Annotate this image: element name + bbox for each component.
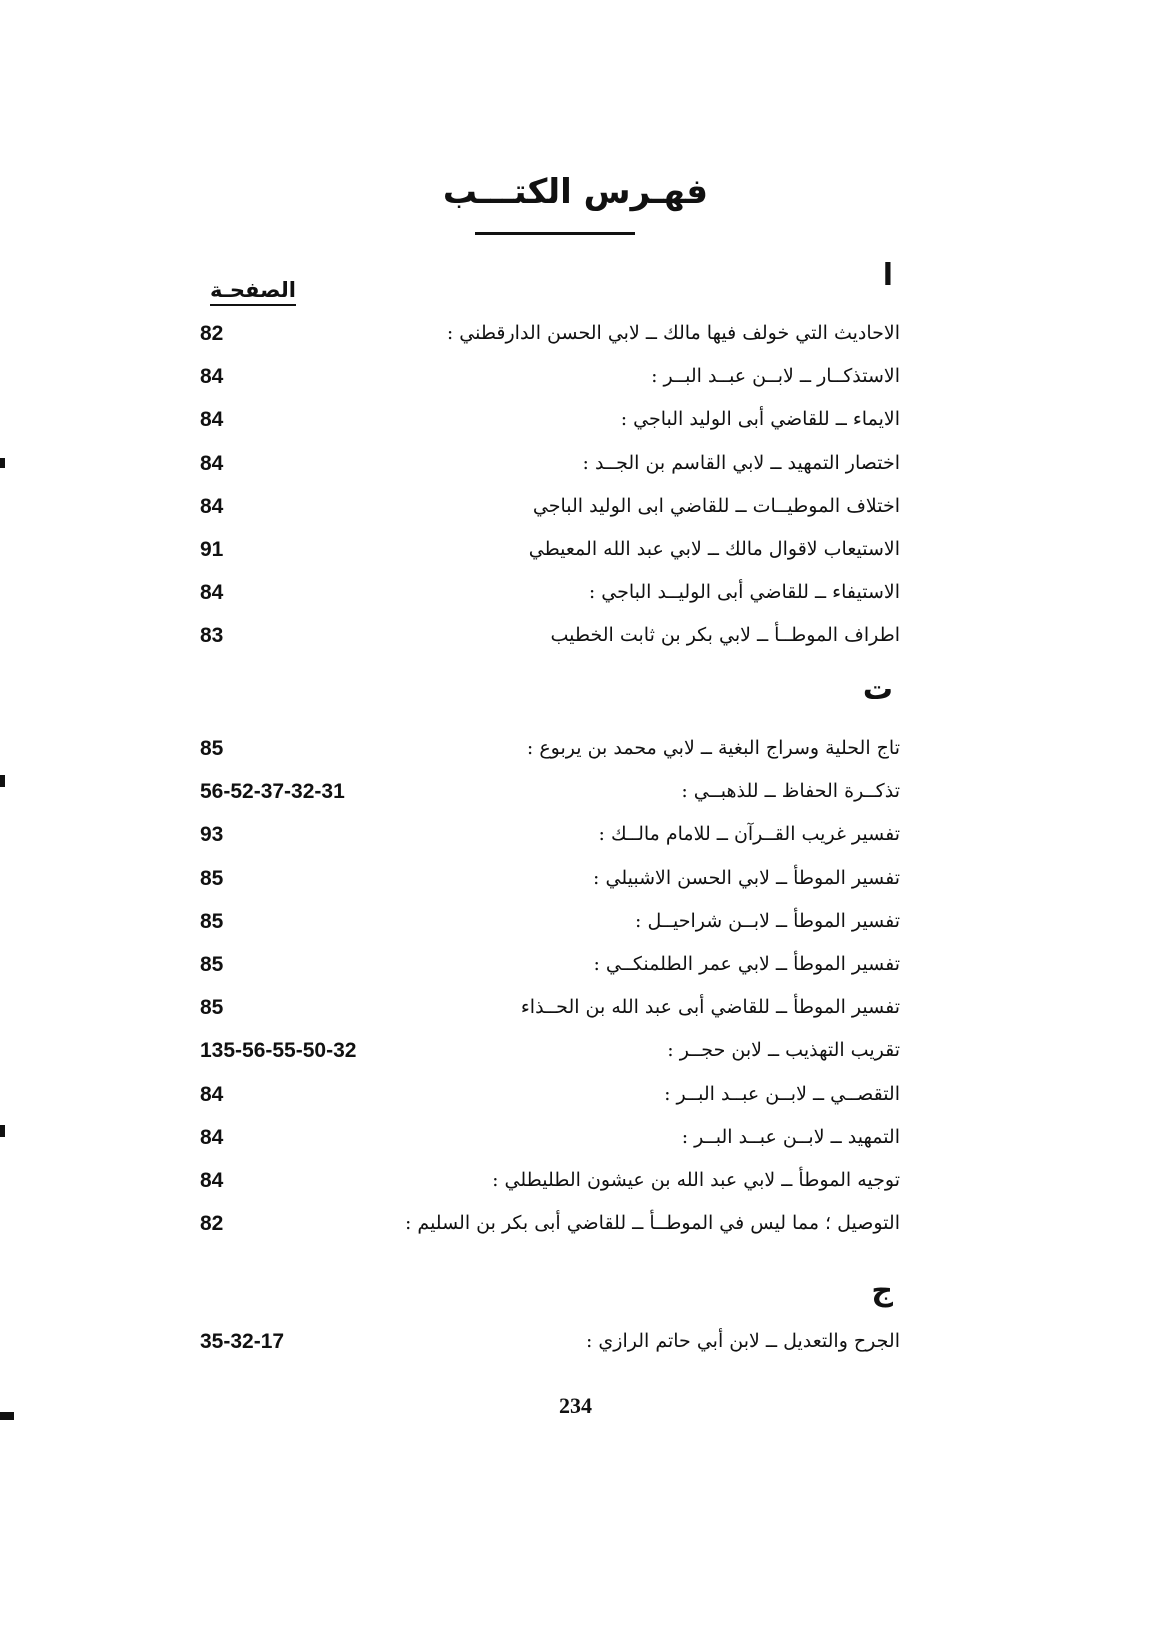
index-entry bbox=[200, 910, 900, 950]
entry-page-numbers: 85 bbox=[200, 996, 224, 1019]
index-entry bbox=[200, 1212, 900, 1252]
entry-page-numbers: 84 bbox=[200, 495, 224, 518]
page-title: فهـرس الكتـــب bbox=[442, 172, 709, 212]
entry-page-numbers: 82 bbox=[200, 322, 224, 345]
section-letter: ا bbox=[882, 258, 893, 293]
index-entry bbox=[200, 996, 900, 1036]
entry-page-numbers: 83 bbox=[200, 624, 224, 647]
entry-page-numbers: 84 bbox=[200, 408, 224, 431]
index-entry bbox=[200, 322, 900, 362]
index-entry bbox=[200, 953, 900, 993]
entry-title: التمهيد ــ لابــن عبــد البــر : bbox=[681, 1126, 900, 1148]
entry-title: تقريب التهذيب ــ لابن حجــر : bbox=[667, 1039, 900, 1061]
section-letter: ج bbox=[871, 1273, 893, 1308]
page-number: 234 bbox=[559, 1393, 592, 1418]
column-header-page: الصفحـة bbox=[210, 278, 296, 306]
entry-title: الاستذكــار ــ لابــن عبــد البــر : bbox=[651, 365, 900, 387]
entry-title: الاستيفاء ــ للقاضي أبى الوليــد الباجي : bbox=[588, 581, 900, 603]
scan-edge-mark bbox=[0, 775, 5, 787]
entry-page-numbers: 85 bbox=[200, 953, 224, 976]
entry-title: الاستيعاب لاقوال مالك ــ لابي عبد الله المعيطي bbox=[528, 538, 900, 560]
entry-page-numbers: 84 bbox=[200, 1083, 224, 1106]
title-underline bbox=[475, 232, 635, 235]
entry-title: اختصار التمهيد ــ لابي القاسم بن الجــد : bbox=[582, 452, 900, 474]
index-entry bbox=[200, 737, 900, 777]
index-entry bbox=[200, 495, 900, 535]
entry-title: الاحاديث التي خولف فيها مالك ــ لابي الحسن الدارقطني : bbox=[446, 322, 900, 344]
index-entry bbox=[200, 408, 900, 448]
entry-title: الجرح والتعديل ــ لابن أبي حاتم الرازي : bbox=[585, 1330, 900, 1352]
index-entry bbox=[200, 823, 900, 863]
index-entry bbox=[200, 1169, 900, 1209]
index-entry bbox=[200, 1330, 900, 1370]
entry-title: تفسير الموطأ ــ لابي الحسن الاشبيلي : bbox=[593, 867, 900, 889]
entry-title: تذكــرة الحفاظ ــ للذهبــي : bbox=[681, 780, 900, 802]
entry-title: تفسير الموطأ ــ للقاضي أبى عبد الله بن الحــذاء bbox=[520, 996, 900, 1018]
scan-edge-mark bbox=[0, 1412, 14, 1420]
index-entry bbox=[200, 365, 900, 405]
entry-title: تفسير الموطأ ــ لابــن شراحيــل : bbox=[635, 910, 900, 932]
scan-edge-mark bbox=[0, 1125, 5, 1137]
index-entry bbox=[200, 780, 900, 820]
entry-page-numbers: 93 bbox=[200, 823, 224, 846]
entry-page-numbers: 84 bbox=[200, 452, 224, 475]
index-entry bbox=[200, 452, 900, 492]
entry-page-numbers: 85 bbox=[200, 737, 224, 760]
index-entry bbox=[200, 581, 900, 621]
entry-page-numbers: 91 bbox=[200, 538, 224, 561]
scan-edge-mark bbox=[0, 458, 5, 468]
entry-title: التوصيل ؛ مما ليس في الموطــأ ــ للقاضي أبى بكر بن السليم : bbox=[404, 1212, 900, 1234]
entry-page-numbers: 56-52-37-32-31 bbox=[200, 780, 345, 803]
entry-page-numbers: 84 bbox=[200, 365, 224, 388]
index-entry bbox=[200, 867, 900, 907]
entry-title: تفسير غريب القــرآن ــ للامام مالــك : bbox=[598, 823, 900, 845]
entry-page-numbers: 85 bbox=[200, 867, 224, 890]
entry-title: تاج الحلية وسراج البغية ــ لابي محمد بن يربوع : bbox=[526, 737, 900, 759]
entry-title: اختلاف الموطيــات ــ للقاضي ابى الوليد الباجي bbox=[532, 495, 900, 517]
entry-title: الايماء ــ للقاضي أبى الوليد الباجي : bbox=[620, 408, 900, 430]
entry-page-numbers: 84 bbox=[200, 581, 224, 604]
index-entry bbox=[200, 1126, 900, 1166]
entry-page-numbers: 135-56-55-50-32 bbox=[200, 1039, 357, 1062]
entry-page-numbers: 82 bbox=[200, 1212, 224, 1235]
entry-title: تفسير الموطأ ــ لابي عمر الطلمنكــي : bbox=[593, 953, 900, 975]
entry-title: اطراف الموطــأ ــ لابي بكر بن ثابت الخطيب bbox=[550, 624, 900, 646]
index-entry bbox=[200, 538, 900, 578]
index-entry bbox=[200, 1083, 900, 1123]
entry-page-numbers: 85 bbox=[200, 910, 224, 933]
entry-title: التقصــي ــ لابــن عبــد البــر : bbox=[664, 1083, 900, 1105]
entry-title: توجيه الموطأ ــ لابي عبد الله بن عيشون الطليطلي : bbox=[492, 1169, 900, 1191]
index-entry bbox=[200, 1039, 900, 1079]
entry-page-numbers: 35-32-17 bbox=[200, 1330, 285, 1353]
index-entry bbox=[200, 624, 900, 664]
entry-page-numbers: 84 bbox=[200, 1169, 224, 1192]
entry-page-numbers: 84 bbox=[200, 1126, 224, 1149]
section-letter: ت bbox=[862, 672, 893, 707]
